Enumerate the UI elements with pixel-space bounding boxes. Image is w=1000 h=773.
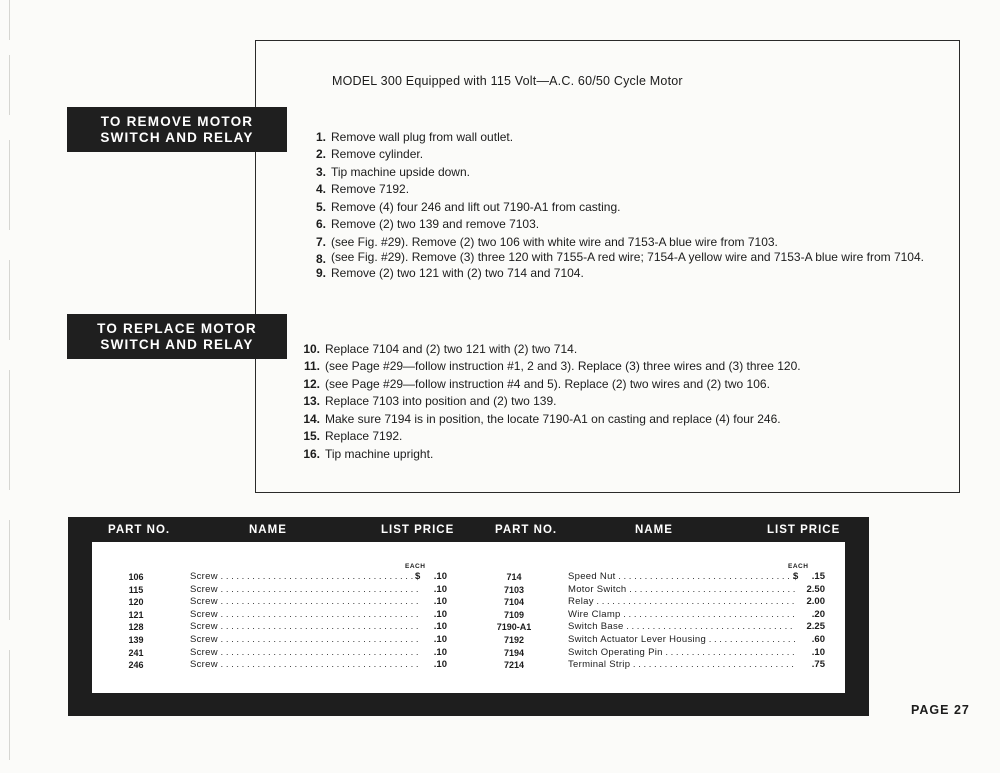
step-item [302,130,932,144]
step-item [302,182,932,196]
step-item [302,250,932,267]
part-price: .10 [433,634,447,645]
step-text: Remove cylinder. [331,147,424,162]
part-name: Speed Nut . . . [568,571,796,583]
part-price: .10 [433,596,447,608]
part-number: 246 [128,660,144,671]
part-name: Switch Base . . . [568,621,796,633]
header-part-no: PART NO. [108,524,171,536]
step-text: Remove 7192. [331,182,410,197]
parts-table-body [92,542,845,693]
part-price: .15 [811,571,825,582]
parts-left-column [108,571,453,673]
table-row [486,647,831,660]
part-name: Switch Actuator Lever Housing . . . [568,634,796,646]
step-number: 7. [315,234,326,249]
step-text: Replace 7103 into position and (2) two 139. [325,394,557,409]
part-number: 106 [128,572,144,582]
step-number: 5. [315,199,326,214]
part-price: .60 [811,634,825,645]
banner-line: TO REPLACE MOTOR [97,321,257,336]
step-text: (see Page #29—follow instruction #1, 2 and 3). Replace (3) three wires and (3) three 120. [325,359,801,374]
table-row [486,634,831,647]
table-row [108,659,453,672]
part-name: Wire Clamp . . . [568,609,796,621]
step-item [302,217,932,231]
table-row [486,609,831,622]
step-text: Remove (2) two 121 with (2) two 714 and 7104. [331,266,584,280]
part-number: 7104 [503,597,525,608]
part-name: Relay . . . [568,596,796,608]
binder-edge-mark [9,260,10,340]
step-text: Remove (4) four 246 and lift out 7190-A1 from casting. [331,199,621,214]
step-item [302,200,932,214]
part-name: Motor Switch . . . [568,584,796,596]
step-text: Remove wall plug from wall outlet. [331,130,514,144]
step-number: 12. [303,376,320,391]
step-number: 11. [303,359,320,374]
step-number: 3. [315,164,326,179]
step-number: 1. [315,130,326,144]
part-number: 241 [128,647,144,658]
part-price: 2.25 [806,621,825,633]
step-number: 2. [315,147,326,162]
binder-edge-mark [9,370,10,490]
part-name: Screw . . . [190,584,418,596]
step-item [296,342,936,356]
table-row [108,634,453,647]
step-number: 4. [315,182,326,197]
header-part-no: PART NO. [495,524,558,536]
step-text: Make sure 7194 is in position, the locate 7190-A1 on casting and replace (4) four 246. [325,411,781,426]
table-row [486,571,831,584]
table-row [486,621,831,634]
page-number: PAGE 27 [911,703,970,717]
part-price: 2.50 [806,583,825,595]
table-row [108,584,453,597]
step-number: 8. [315,252,326,267]
table-row [486,584,831,597]
part-price: .10 [811,646,825,658]
part-number: 115 [128,584,144,595]
table-row [486,596,831,609]
step-number: 10. [303,342,320,356]
header-name: NAME [635,524,673,536]
step-text: Tip machine upside down. [331,164,470,179]
banner-line: TO REMOVE MOTOR [100,114,254,129]
table-row [486,659,831,672]
banner-line: SWITCH AND RELAY [100,337,254,352]
header-list-price: LIST PRICE [381,524,455,536]
part-number: 7103 [503,584,525,595]
step-text: Replace 7104 and (2) two 121 with (2) two 714. [325,342,578,356]
replace-steps-list [296,342,936,464]
step-number: 9. [315,266,326,280]
table-row [108,647,453,660]
step-item [296,429,936,443]
each-label: EACH [788,563,809,570]
table-row [108,621,453,634]
part-number: 7214 [503,660,525,671]
part-price: .10 [433,583,447,595]
part-name: Switch Operating Pin . . . [568,647,796,659]
part-number: 120 [128,597,144,608]
replace-section-banner [67,314,287,359]
step-item [302,147,932,161]
part-price: .75 [811,659,825,671]
part-price: .10 [433,608,447,620]
part-number: 7190-A1 [496,622,532,633]
binder-edge-mark [9,520,10,620]
step-item [296,394,936,408]
step-text: Remove (2) two 139 and remove 7103. [331,217,540,232]
step-text: (see Fig. #29). Remove (2) two 106 with white wire and 7153-A blue wire from 7103. [331,234,778,249]
step-item [302,235,932,249]
binder-edge-mark [9,55,10,115]
part-name: Screw . . . [190,596,418,608]
part-number: 7192 [503,635,525,645]
step-number: 14. [303,411,320,426]
step-item [296,377,936,391]
part-price: 2.00 [806,596,825,608]
step-item [302,165,932,179]
header-list-price: LIST PRICE [767,524,841,536]
remove-section-banner [67,107,287,152]
part-name: Screw . . . [190,571,418,583]
part-price: .20 [811,608,825,620]
step-number: 15. [303,429,320,444]
part-name: Screw . . . [190,609,418,621]
step-number: 6. [315,217,326,232]
part-name: Screw . . . [190,621,418,633]
part-price: .10 [433,659,447,671]
part-name: Screw . . . [190,647,418,659]
binder-edge-mark [9,140,10,230]
part-price: .10 [433,621,447,633]
remove-steps-list [302,130,932,283]
dollar-sign: $ [793,571,799,582]
step-text: Replace 7192. [325,429,403,444]
each-label: EACH [405,563,426,570]
step-item [296,359,936,373]
table-row [108,571,453,584]
part-name: Screw . . . [190,659,418,671]
step-text: (see Page #29—follow instruction #4 and 5). Replace (2) two wires and (2) two 106. [325,376,770,391]
parts-price-table [68,517,869,716]
table-row [108,609,453,622]
step-item [302,266,932,280]
part-price: .10 [433,646,447,658]
table-row [108,596,453,609]
part-name: Terminal Strip . . . [568,659,796,671]
parts-right-column [486,571,831,673]
banner-line: SWITCH AND RELAY [100,130,254,145]
part-number: 128 [128,622,144,633]
step-item [296,412,936,426]
part-number: 7109 [503,609,525,620]
part-number: 121 [128,609,144,620]
binder-edge-mark [9,0,10,40]
step-number: 16. [303,446,320,461]
header-name: NAME [249,524,287,536]
dollar-sign: $ [415,571,421,582]
part-number: 714 [506,572,522,582]
part-number: 7194 [503,647,525,658]
part-name: Screw . . . [190,634,418,646]
step-text: Tip machine upright. [325,446,434,461]
step-item [296,447,936,461]
step-text: (see Fig. #29). Remove (3) three 120 with 7155-A red wire; 7154-A yellow wire and 7153-A blue wire from 7104. [331,250,924,265]
model-heading: MODEL 300 Equipped with 115 Volt—A.C. 60/50 Cycle Motor [332,74,683,88]
step-number: 13. [303,394,320,409]
part-number: 139 [128,635,144,645]
part-price: .10 [433,571,447,582]
binder-edge-mark [9,650,10,760]
